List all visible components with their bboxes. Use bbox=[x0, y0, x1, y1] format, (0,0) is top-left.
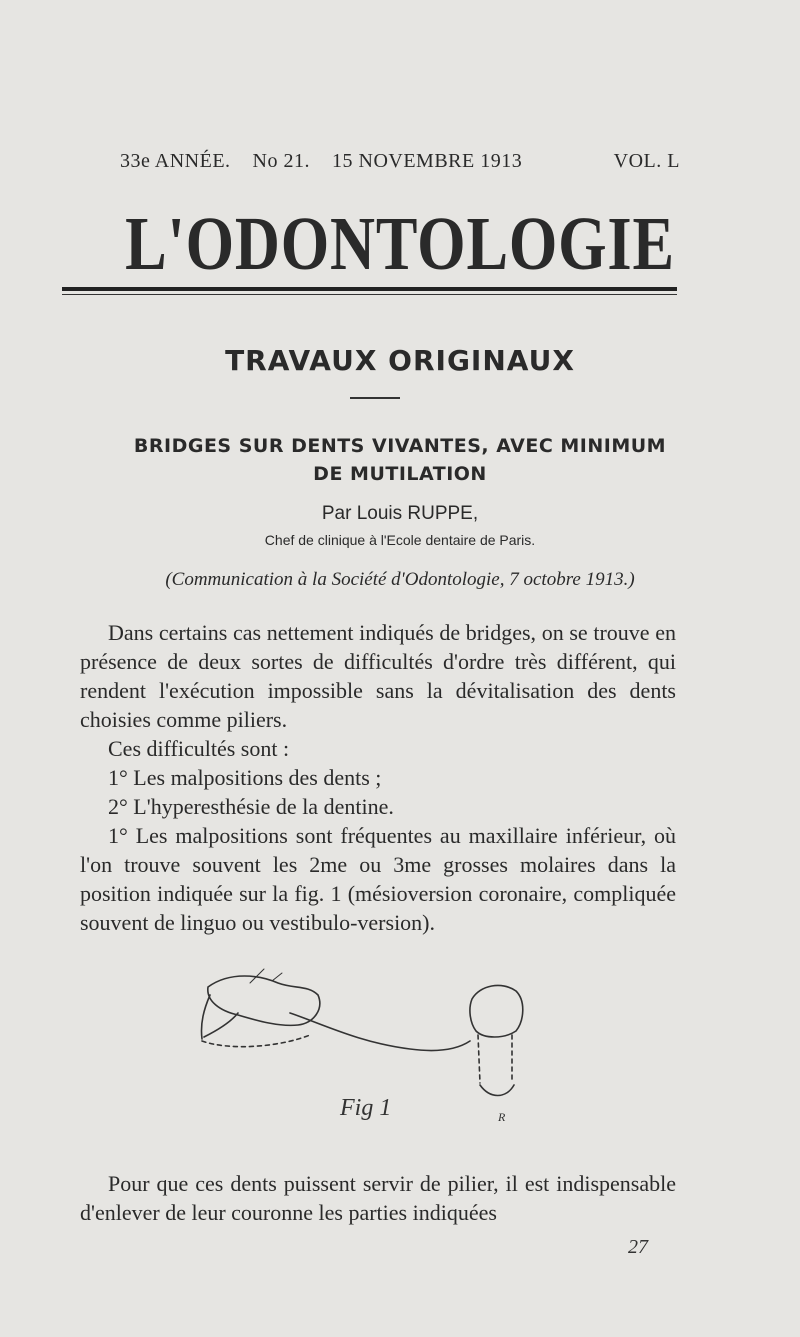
list-item-2: 2° L'hyperesthésie de la dentine. bbox=[108, 794, 394, 819]
masthead-rule-thin bbox=[62, 294, 677, 295]
section-title: TRAVAUX ORIGINAUX bbox=[225, 344, 575, 377]
tilted-molar-root-2 bbox=[201, 995, 210, 1039]
header-numero: No 21. bbox=[252, 150, 310, 172]
author-byline: Par Louis RUPPE, bbox=[321, 503, 479, 524]
paragraph-1: Dans certains cas nettement indiqués de bridges, on se trouve en présence de deux sortes de difficultés d'ordre très différent, qui rendent l'exécution impossible sans la dévitalisation des dents choisies comme piliers. bbox=[80, 620, 676, 732]
communication-note: (Communication à la Société d'Odontologie, 7 octobre 1913.) bbox=[165, 569, 635, 590]
header-annee: 33e ANNÉE. bbox=[120, 150, 231, 172]
article-title bbox=[60, 432, 740, 488]
masthead-rule-thick bbox=[62, 287, 677, 291]
tilted-molar-root bbox=[204, 1013, 238, 1037]
page-folio: 27 bbox=[628, 1236, 648, 1258]
upright-molar-crown bbox=[470, 985, 523, 1037]
article-title-line2: DE MUTILATION bbox=[313, 463, 487, 485]
section-divider bbox=[350, 397, 400, 399]
paragraph-3: 1° Les malpositions sont fréquentes au maxillaire inférieur, où l'on trouve souvent les 2me ou 3me grosses molaires dans la position indiquée sur la fig. 1 (mésioversion coronaire, compliquée souvent de linguo ou vestibulo-version). bbox=[80, 823, 676, 935]
article-title-line1: BRIDGES SUR DENTS VIVANTES, AVEC MINIMUM bbox=[133, 435, 667, 457]
journal-title: L'ODONTOLOGIE bbox=[125, 202, 675, 286]
paragraph-2: Ces difficultés sont : bbox=[108, 736, 290, 761]
running-header bbox=[120, 150, 680, 173]
figure-label: Fig 1 bbox=[340, 1095, 392, 1121]
header-volume: VOL. L bbox=[613, 150, 680, 172]
list-item-1: 1° Les malpositions des dents ; bbox=[108, 765, 382, 790]
author-affiliation: Chef de clinique à l'Ecole dentaire de Paris. bbox=[264, 532, 536, 548]
paragraph-4: Pour que ces dents puissent servir de pilier, il est indispensable d'enlever de leur couronne les parties indiquées bbox=[80, 1171, 676, 1225]
figure-1-tooth-sketch bbox=[190, 965, 550, 1135]
gum-line bbox=[290, 1013, 470, 1051]
figure-signature: R bbox=[498, 1110, 506, 1124]
header-date: 15 NOVEMBRE 1913 bbox=[332, 150, 523, 172]
